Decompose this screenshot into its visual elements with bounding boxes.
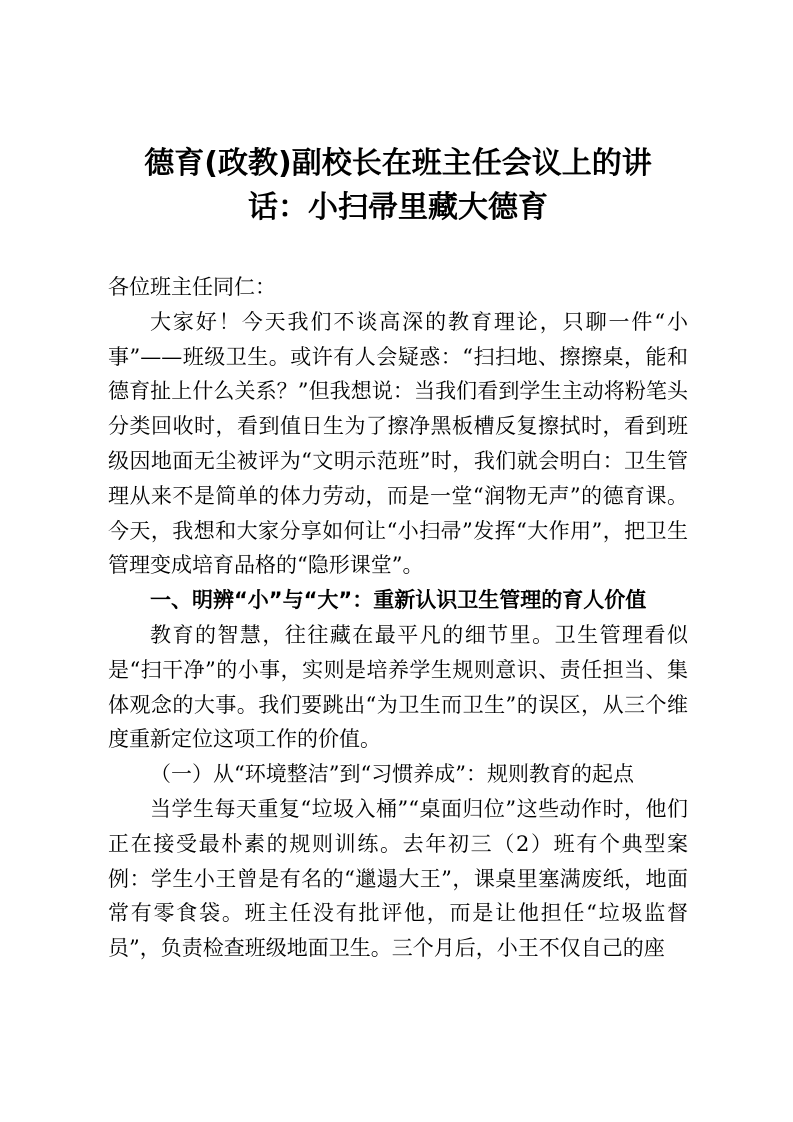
section-heading-1: 一、明辨“小”与“大”：重新认识卫生管理的育人价值 <box>150 588 647 613</box>
salutation: 各位班主任同仁： <box>108 275 276 299</box>
title-line-1: 德育(政教)副校长在班主任会议上的讲 <box>144 146 652 181</box>
paragraph-2: 教育的智慧，往往藏在最平凡的细节里。卫生管理看似是“扫干净”的小事，实则是培养学生规则意识、责任担当、集体观念的大事。我们要跳出“为卫生而卫生”的误区，从三个维度重新定位这项工作的价值。 <box>108 622 688 752</box>
document-page <box>108 142 688 966</box>
document-body <box>108 270 688 966</box>
paragraph-3: 当学生每天重复“垃圾入桶”“桌面归位”这些动作时，他们正在接受最朴素的规则训练。去年初三（2）班有个典型案例：学生小王曾是有名的“邋遢大王”，课桌里塞满废纸，地面常有零食袋。班主任没有批评他，而是让他担任“垃圾监督员”，负责检查班级地面卫生。三个月后，小王不仅自己的座 <box>108 796 688 961</box>
subsection-heading-1: （一）从“环境整洁”到“习惯养成”：规则教育的起点 <box>150 762 634 787</box>
document-title <box>108 142 688 230</box>
title-line-2: 话：小扫帚里藏大德育 <box>248 190 548 225</box>
intro-paragraph: 大家好！今天我们不谈高深的教育理论，只聊一件“小事”——班级卫生。或许有人会疑惑：“扫扫地、擦擦桌，能和德育扯上什么关系？”但我想说：当我们看到学生主动将粉笔头分类回收时，看到值日生为了擦净黑板槽反复擦拭时，看到班级因地面无尘被评为“文明示范班”时，我们就会明白：卫生管理从来不是简单的体力劳动，而是一堂“润物无声”的德育课。今天，我想和大家分享如何让“小扫帚”发挥“大作用”，把卫生管理变成培育品格的“隐形课堂”。 <box>108 309 688 578</box>
